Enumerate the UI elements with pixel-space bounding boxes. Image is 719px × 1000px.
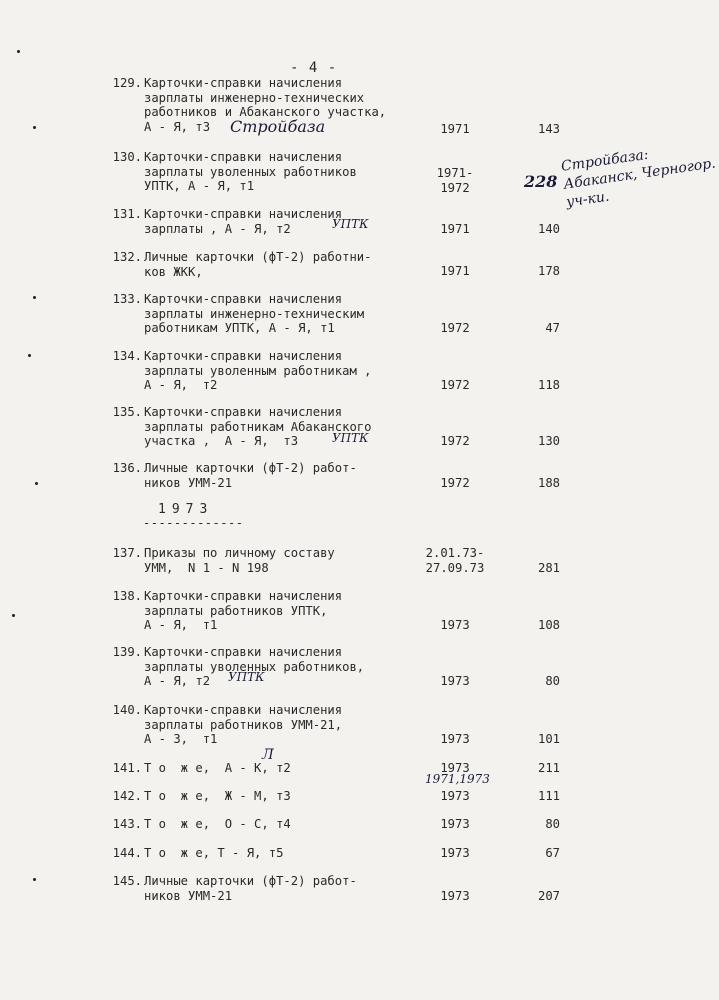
entry-number: 145. [112, 874, 142, 888]
entry-number: 140. [112, 703, 142, 717]
entry-count: 108 [537, 618, 560, 632]
entry-number: 136. [112, 461, 142, 475]
list-item [100, 405, 660, 450]
list-item [100, 817, 660, 833]
entry-number: 132. [112, 250, 142, 264]
entry-number: 137. [112, 546, 142, 560]
entry-count: 80 [545, 674, 560, 688]
entry-count: 207 [537, 889, 560, 903]
entry-description: Т о ж е, Т - Я, т5 [144, 846, 284, 860]
entry-count: 118 [537, 378, 560, 392]
list-item [100, 461, 660, 491]
entry-year: 1972 [440, 321, 470, 335]
entry-number: 138. [112, 589, 142, 603]
handwritten-note: УПТК [332, 431, 369, 445]
entry-year: 1973 [440, 618, 470, 632]
entry-count: 130 [537, 434, 560, 448]
entry-year: 1972 [440, 434, 470, 448]
list-item [100, 76, 660, 136]
entry-count: 101 [537, 732, 560, 746]
entry-count: 80 [545, 817, 560, 831]
entry-count: 178 [537, 264, 560, 278]
entry-count: 143 [537, 122, 560, 136]
entry-count: 111 [537, 789, 560, 803]
entry-description: Карточки-справки начисления зарплаты , А - Я, т2 [144, 207, 343, 236]
entry-number: 129. [112, 76, 142, 90]
list-item [100, 589, 660, 634]
entry-description: Т о ж е, Ж - М, т3 [144, 789, 291, 803]
list-item [100, 761, 660, 777]
entry-number: 134. [112, 349, 142, 363]
entry-description: Карточки-справки начисления зарплаты инженерно-техническим работникам УПТК, А - Я, т1 [144, 292, 365, 335]
entry-description: Карточки-справки начисления зарплаты работников УПТК, А - Я, т1 [144, 589, 343, 632]
entry-count: 188 [537, 476, 560, 490]
list-item [100, 207, 660, 237]
entry-year: 1973 [440, 817, 470, 831]
entry-year: 1972 [440, 378, 470, 392]
scan-speck [33, 878, 36, 881]
handwritten-note: Л [262, 747, 274, 763]
entry-number: 139. [112, 645, 142, 659]
list-item [100, 846, 660, 862]
handwritten-note: УПТК [228, 670, 265, 684]
entry-year: 1971 [440, 264, 470, 278]
entry-description: Приказы по личному составу УММ, N 1 - N 198 [144, 546, 335, 575]
entry-number: 133. [112, 292, 142, 306]
scan-speck [12, 614, 15, 617]
section-divider: ------------- [143, 516, 244, 530]
list-item [100, 874, 660, 904]
entry-year: 1973 [440, 846, 470, 860]
entry-year: 1972 [440, 476, 470, 490]
section-year-heading: 1973 [158, 502, 214, 517]
entry-number: 142. [112, 789, 142, 803]
entry-description: Карточки-справки начисления зарплаты уволенным работникам , А - Я, т2 [144, 349, 372, 392]
list-item [100, 703, 660, 748]
entry-number: 141. [112, 761, 142, 775]
list-item [100, 645, 660, 690]
entry-description: Т о ж е, А - К, т2 [144, 761, 291, 775]
entry-year: 1973 [440, 732, 470, 746]
scan-speck [28, 354, 31, 357]
page-number: - 4 - [290, 60, 338, 76]
entry-description: Личные карточки (фТ-2) работ- ников УММ-21 [144, 874, 357, 903]
scan-speck [17, 50, 20, 53]
entry-count: 281 [537, 561, 560, 575]
entry-description: Карточки-справки начисления зарплаты уволенных работников, А - Я, т2 [144, 645, 365, 688]
entry-number: 135. [112, 405, 142, 419]
scan-speck [33, 126, 36, 129]
scan-speck [35, 482, 38, 485]
entry-description: Карточки-справки начисления зарплаты инженерно-технических работников и Абаканского участка, А - Я, т3 [144, 76, 387, 134]
handwritten-note: Стройбаза [230, 117, 326, 136]
list-item [100, 292, 660, 337]
handwritten-note: УПТК [332, 217, 369, 231]
entry-count: 140 [537, 222, 560, 236]
list-item [100, 349, 660, 394]
list-item [100, 250, 660, 280]
entry-year: 1973 [440, 674, 470, 688]
handwritten-note: 1971,1973 [425, 772, 490, 786]
entry-count: 211 [537, 761, 560, 775]
entry-year: 1973 [440, 889, 470, 903]
handwritten-margin-note: Стройбаза: Абаканск, Черногор. уч-ки. [560, 146, 717, 211]
scan-speck [33, 296, 36, 299]
entry-description: Карточки-справки начисления зарплаты уволенных работников УПТК, А - Я, т1 [144, 150, 357, 193]
entry-year: 1973 [440, 789, 470, 803]
entry-description: Карточки-справки начисления зарплаты работников УММ-21, А - З, т1 [144, 703, 343, 746]
entry-year: 1971 [440, 222, 470, 236]
entry-year: 1971 [440, 122, 470, 136]
entry-number: 131. [112, 207, 142, 221]
entry-year: 1973 [440, 761, 470, 775]
entry-description: Личные карточки (фТ-2) работни- ков ЖКК, [144, 250, 372, 279]
handwritten-count: 228 [524, 172, 558, 191]
list-item [100, 546, 660, 576]
entry-description: Т о ж е, О - С, т4 [144, 817, 291, 831]
entry-count: 67 [545, 846, 560, 860]
list-item [100, 789, 660, 805]
entry-year: 2.01.73- 27.09.73 [425, 546, 485, 575]
entry-number: 130. [112, 150, 142, 164]
entry-description: Личные карточки (фТ-2) работ- ников УММ-21 [144, 461, 357, 490]
entry-number: 143. [112, 817, 142, 831]
entry-description: Карточки-справки начисления зарплаты работникам Абаканского участка , А - Я, т3 [144, 405, 372, 448]
entry-number: 144. [112, 846, 142, 860]
entry-year: 1971- 1972 [436, 166, 474, 195]
entry-count: 47 [545, 321, 560, 335]
